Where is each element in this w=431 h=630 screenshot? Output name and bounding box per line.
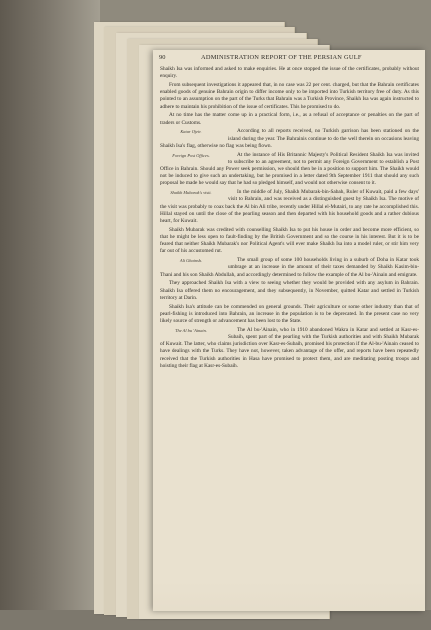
page-header	[153, 54, 425, 66]
margin-note: Foreign Post Offices.	[172, 152, 210, 158]
paragraph-text: At the instance of His Britannic Majesty's Political Resident Shaikh Isa was invited to subscribe to an agreement, not to permit any Foreign Government to establish a Post Office in Bahrain. Should any Power seek permission, we should then be in a position to support him. The Shaikh would not be induced to give such an undertaking, but he promised in a letter dated 9th September 1911 that should any such proposal be made he would say that he had so pledged himself, and would not otherwise consent to it.	[160, 151, 419, 187]
paragraph	[160, 257, 419, 279]
body-text	[160, 66, 419, 372]
page-shading	[153, 581, 425, 611]
running-title: ADMINISTRATION REPORT OF THE PERSIAN GULF	[201, 54, 362, 61]
paragraph	[160, 327, 419, 370]
paragraph	[160, 152, 419, 188]
margin-note: Ali Ghainsh.	[179, 258, 203, 264]
paragraph	[160, 189, 419, 225]
margin-note: The Al bu 'Ainain.	[175, 327, 207, 333]
paragraph	[160, 128, 419, 150]
paragraph-text: The small group of some 100 households living in a suburb of Doha in Katar took umbrage at an increase in the amount of their taxes demanded by Shaikh Kasim-bin-Thani and his son Shaikh Abdullah, and accordingly determined to follow the example of the Al bu-'Ainain and emigrate.	[160, 257, 419, 278]
paragraph: From subsequent investigations it appeared that, in no case was 22 per cent. charged, but that the Bahrain certificates enabled goods of genuine Bahrain origin to differ income only to be imported into Turkish territory free of duty. As this pointed to an assumption on the part of the Turks that Bahrain was a Turkish Province, Shaikh Isa was again instructed to adhere to maintain his prohibition of the issue of certificates. This he promised to do.	[160, 82, 419, 110]
paragraph: They approached Shaikh Isa with a view to seeing whether they would be provided with any asylum in Bahrain. Shaikh Isa offered them no encouragement, and they subsequently, in November, quitted Katar and settled in Turkish territory at Darin.	[160, 280, 419, 301]
background-binding-shadow	[0, 0, 100, 630]
page-number: 90	[159, 54, 166, 61]
margin-note: Shaikh Mubarak's visit.	[170, 190, 212, 196]
paragraph: Shaikh Mubarak was credited with counselling Shaikh Isa to put his house in order and become more efficient, so that he might be less open to fault-finding by the British Government and so the course in his interest. But it is to be feared that neither Shaikh Mubarak's nor Political Agent's will ever make Shaikh Isa into a model ruler, or stir him very far out of his accustomed rut.	[160, 226, 419, 255]
paragraph-text: The Al bu-'Ainain, who in 1910 abandoned Wakra in Katar and settled at Kasr-es-Subaih, spent part of the pearling with the Turkish authorities and with Shaikh Mubarak of Kuwait. The latter, who claims jurisdiction over Kasr-es-Subaih, promised his protection if the Al-bu-'Ainain ceased to have dealings with the Turks. They have not, however, taken advantage of the offer, and reports have been repeatedly received that the Turkish authorities in Hasa have promised to protect them, and are meditating posting troops and hoisting their flag at Kasr-es-Subaih.	[160, 326, 419, 369]
paragraph-text: In the middle of July, Shaikh Mubarak-bin-Sabah, Ruler of Kuwait, paid a few days' visit to Bahrain, and was received as a distinguished guest by Shaikh Isa. The motive of the visit was probably to coax back the Al bin Ali tribe, recently under Hillal el-Mutairi, to any rate he accomplished this. Hillal stayed on until the close of the pearling season and then departed with his household goods and a rather dubious heart, for Kuwait.	[160, 189, 419, 225]
paragraph: Shaikh Isa's attitude can be commended on general grounds. Their agriculture or some other industry than that of pearl-fishing is introduced into Bahrain, an increase in the population is to be deprecated. In the present case no very likely source of strength or advancement has been lost to the State.	[160, 303, 419, 325]
document-page	[153, 50, 425, 611]
margin-note: Katar Ojeir.	[180, 129, 202, 135]
paragraph: At no time has the matter come up in a practical form, i.e., as a refusal of acceptance or penalties on the part of traders or Customs.	[160, 112, 419, 126]
paragraph-text: According to all reports received, no Turkish garrison has been stationed on the island during the year. The Bahrainis continue to do the well therein on occasions leaving Shaikh Isa's flag, otherwise no flag was being flown.	[160, 128, 419, 149]
paragraph: Shaikh Isa was informed and asked to make enquiries. He at once stopped the issue of the certificates, probably without enquiry.	[160, 66, 419, 80]
